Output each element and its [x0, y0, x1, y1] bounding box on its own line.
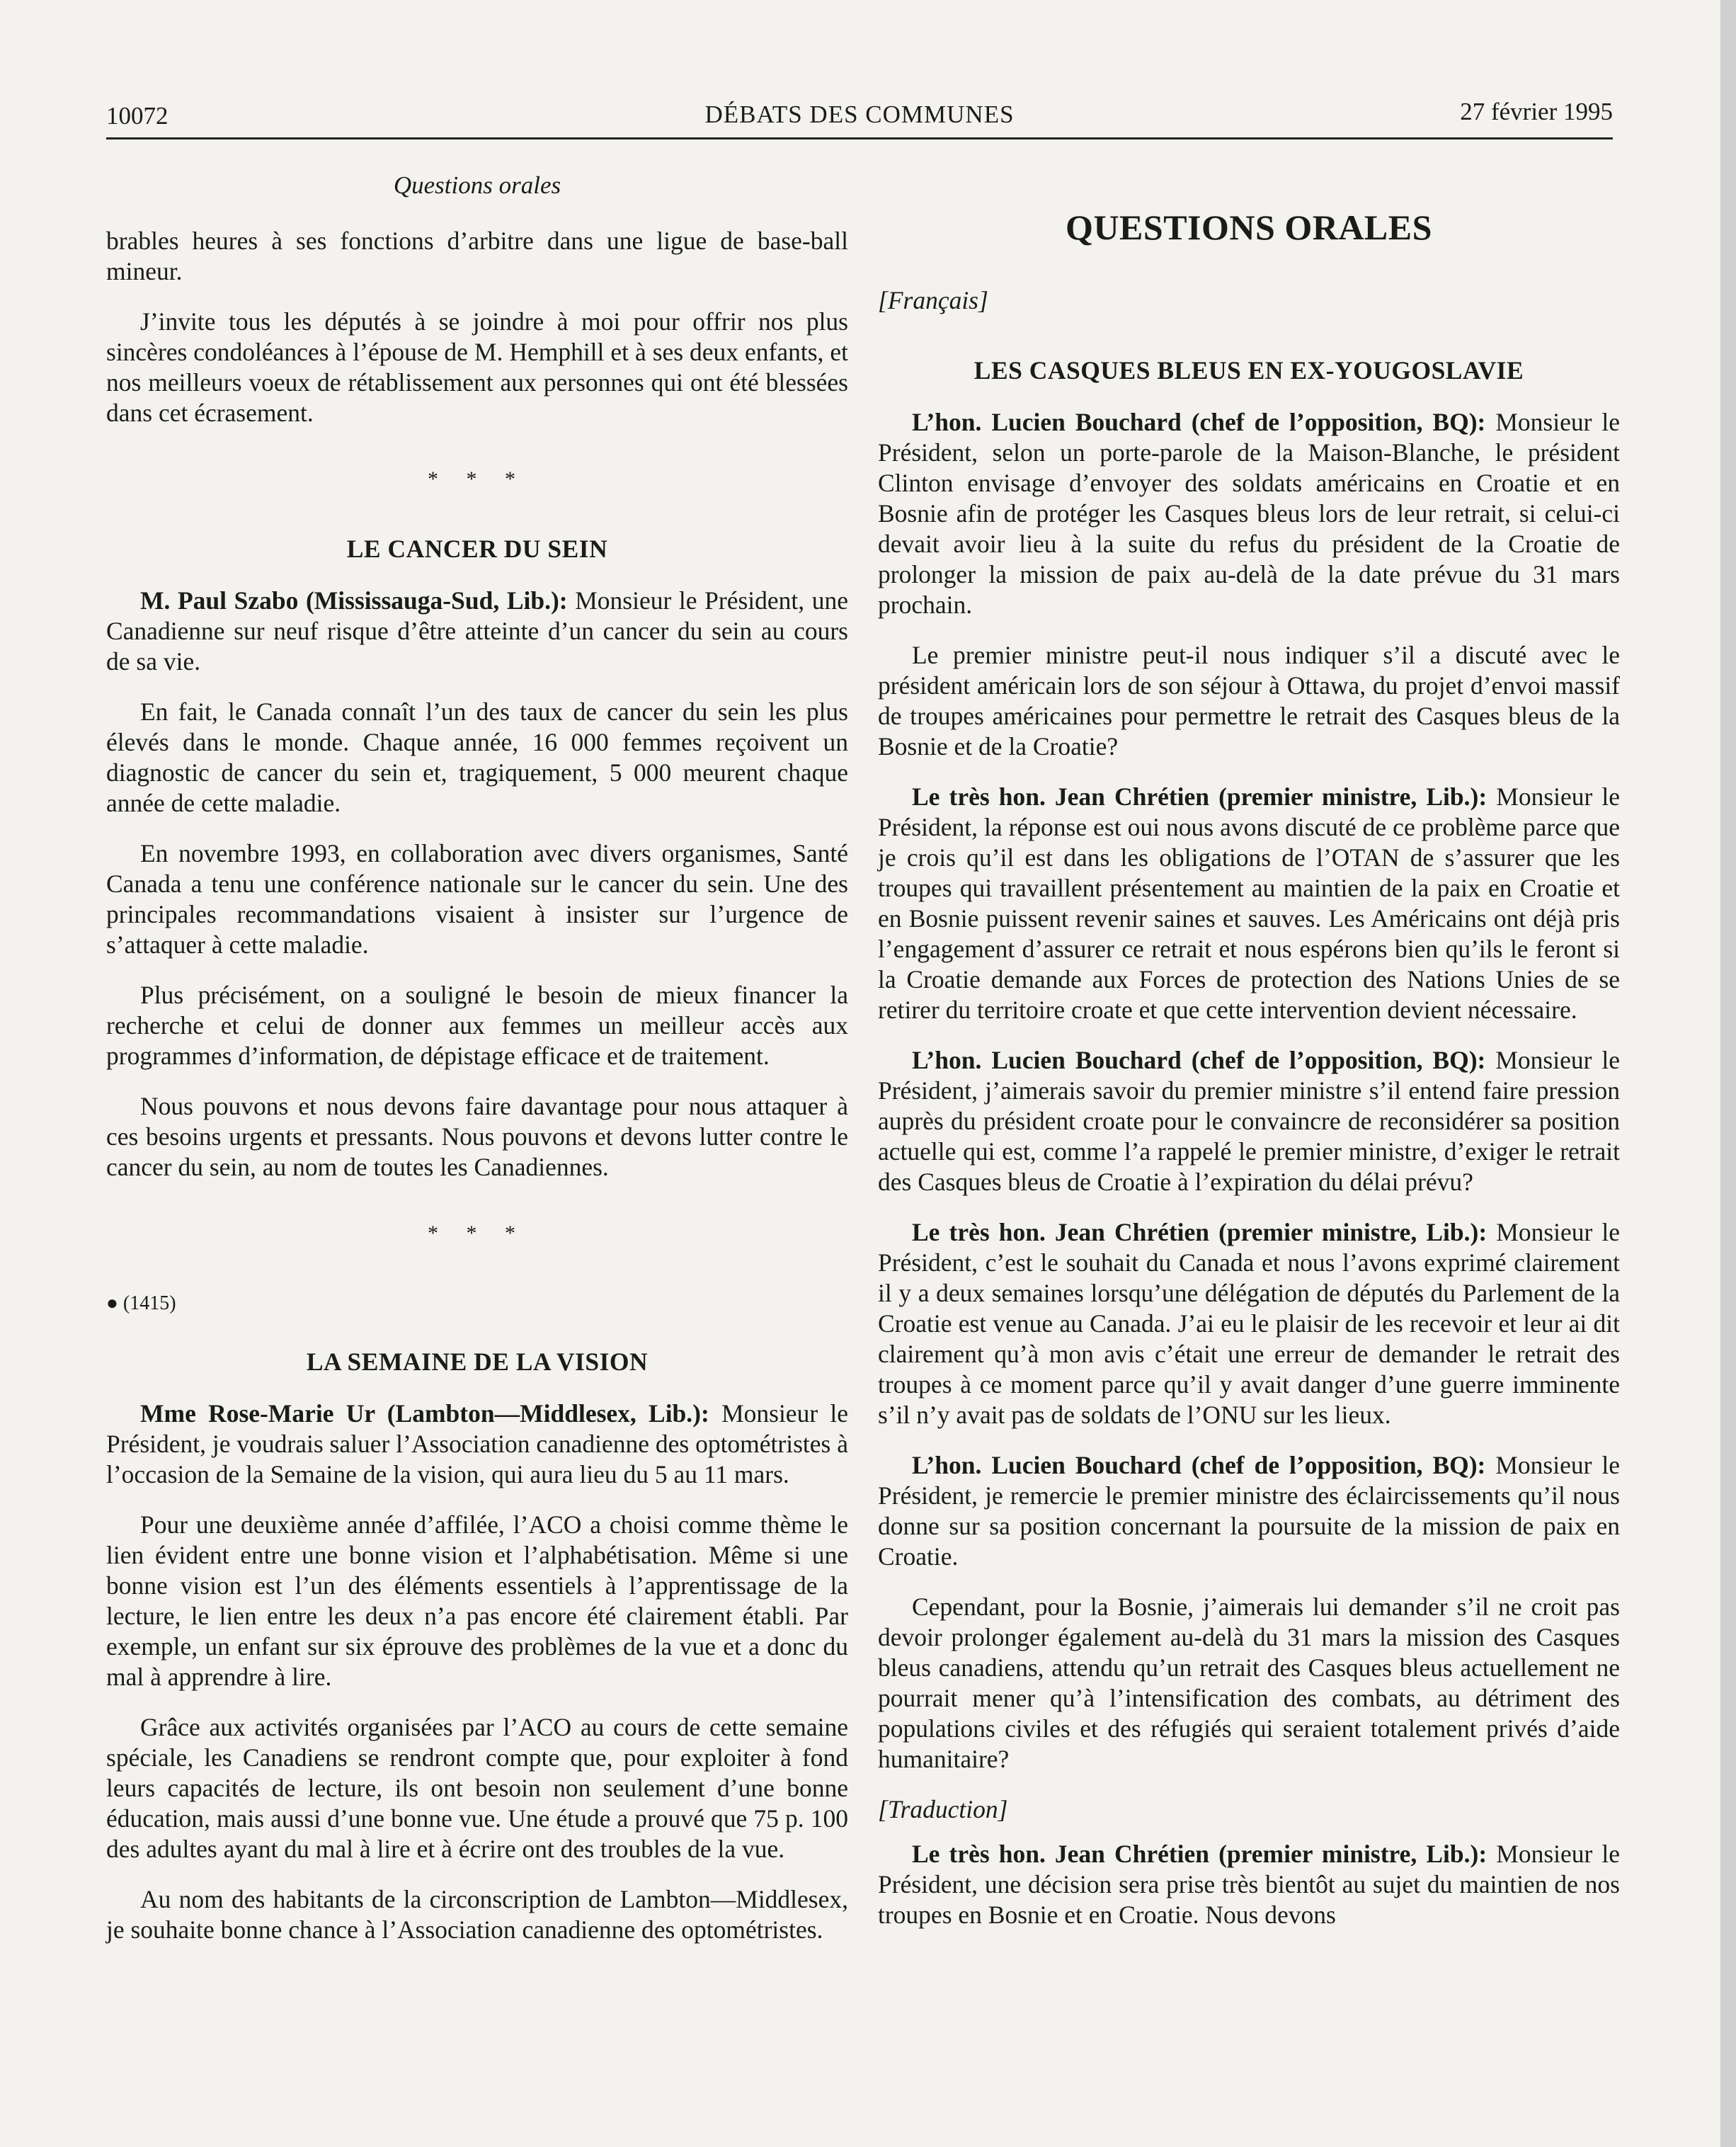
- timestamp: [106, 1288, 848, 1319]
- speech-paragraph: [878, 1217, 1620, 1430]
- section-separator: * * *: [428, 467, 527, 491]
- speech-text: Monsieur le Président, je voudrais saluer l’Association canadienne des optométristes à l’occasion de la Semaine de la vision, qui aura lieu du 5 au 11 mars.: [106, 1399, 848, 1488]
- paragraph: En fait, le Canada connaît l’un des taux de cancer du sein les plus élevés dans le monde. Chaque année, 16 000 femmes reçoivent un diagnostic de cancer du sein et, tragiquement, 5 000 meurent chaque année de cette maladie.: [106, 697, 848, 817]
- paragraph: J’invite tous les députés à se joindre à moi pour offrir nos plus sincères condoléances à l’épouse de M. Hemphill et à ses deux enfants, et nos meilleurs voeux de rétablissement aux personnes qui ont été blessées dans cet écrasement.: [106, 307, 848, 427]
- paragraph: Au nom des habitants de la circonscription de Lambton—Middlesex, je souhaite bonne chance à l’Association canadienne des optométristes.: [106, 1885, 848, 1944]
- language-note: [Traduction]: [878, 1795, 1008, 1823]
- publication-title: DÉBATS DES COMMUNES: [704, 101, 1015, 128]
- section-heading-vision: LA SEMAINE DE LA VISION: [306, 1348, 649, 1376]
- paragraph: brables heures à ses fonctions d’arbitre dans une ligue de base-ball mineur.: [106, 227, 848, 285]
- speaker-name: L’hon. Lucien Bouchard (chef de l’opposition, BQ):: [912, 1451, 1486, 1479]
- speaker-name: Le très hon. Jean Chrétien (premier ministre, Lib.):: [912, 1840, 1487, 1868]
- speaker-name: M. Paul Szabo (Mississauga-Sud, Lib.):: [140, 586, 568, 615]
- paragraph: Le premier ministre peut-il nous indiquer s’il a discuté avec le président américain lors de son séjour à Ottawa, du projet d’envoi massif de troupes américaines pour permettre le retrait des Casques bleus de la Bosnie et de la Croatie?: [878, 641, 1620, 761]
- left-column: [106, 170, 848, 1965]
- page-number: 10072: [106, 102, 169, 130]
- speech-paragraph: [878, 1839, 1620, 1930]
- speaker-name: Le très hon. Jean Chrétien (premier ministre, Lib.):: [912, 782, 1487, 811]
- page-header: [106, 98, 1613, 139]
- speech-paragraph: [878, 1450, 1620, 1572]
- speech-paragraph: [106, 1399, 848, 1490]
- running-head: Questions orales: [393, 171, 561, 199]
- speech-paragraph: [878, 407, 1620, 620]
- speaker-name: Mme Rose-Marie Ur (Lambton—Middlesex, Lib.):: [140, 1399, 709, 1428]
- speech-text: Monsieur le Président, une Canadienne sur neuf risque d’être atteinte d’un cancer du sein au cours de sa vie.: [106, 586, 848, 676]
- speech-text: Monsieur le Président, je remercie le premier ministre des éclaircissements qu’il nous donne sur sa position concernant la poursuite de la mission de paix en Croatie.: [878, 1451, 1620, 1571]
- section-separator: * * *: [428, 1221, 527, 1245]
- speech-paragraph: [878, 1045, 1620, 1197]
- publication-date: 27 février 1995: [1460, 98, 1613, 125]
- speech-text: Monsieur le Président, la réponse est oui nous avons discuté de ce problème parce que je crois qu’il est dans les obligations de l’OTAN de s’assurer que les troupes qui travaillent présentement au maintien de la paix en Croatie et en Bosnie puissent revenir saines et sauves. Les Américains ont déjà pris l’engagement d’assurer ce retrait et nous espérons bien qu’ils le feront si la Croatie demande aux Forces de protection des Nations Unies de se retirer du territoire croate et que cette intervention devient nécessaire.: [878, 782, 1621, 1024]
- speech-text: Monsieur le Président, une décision sera prise très bientôt au sujet du maintien de nos troupes en Bosnie et en Croatie. Nous devons: [878, 1840, 1621, 1929]
- scan-edge: [1720, 0, 1736, 2147]
- speech-text: Monsieur le Président, j’aimerais savoir du premier ministre s’il entend faire pression auprès du président croate pour le convaincre de reconsidérer sa position actuelle qui est, comme l’a rappelé le premier ministre, d’exiger le retrait des Casques bleus de Croatie à l’expiration du délai prévu?: [878, 1046, 1620, 1196]
- timestamp-value: (1415): [122, 1292, 176, 1314]
- paragraph: Pour une deuxième année d’affilée, l’ACO a choisi comme thème le lien évident entre une bonne vision et l’alphabétisation. Même si une bonne vision est l’un des éléments essentiels à l’apprentissage de la lecture, le lien entre les deux n’a pas encore été clairement établi. Par exemple, un enfant sur six éprouve des problèmes de la vue et a donc du mal à apprendre à lire.: [106, 1510, 848, 1691]
- speech-paragraph: [878, 782, 1620, 1025]
- bullet-icon: ●: [106, 1292, 118, 1314]
- main-section-heading: QUESTIONS ORALES: [1066, 207, 1432, 247]
- section-heading-casques: LES CASQUES BLEUS EN EX-YOUGOSLAVIE: [973, 356, 1524, 385]
- speaker-name: Le très hon. Jean Chrétien (premier ministre, Lib.):: [912, 1218, 1487, 1246]
- paragraph: Nous pouvons et nous devons faire davantage pour nous attaquer à ces besoins urgents et pressants. Nous pouvons et devons lutter contre le cancer du sein, au nom de toutes les Canadiennes.: [106, 1092, 848, 1181]
- paragraph: En novembre 1993, en collaboration avec divers organismes, Santé Canada a tenu une conférence nationale sur le cancer du sein. Une des principales recommandations visaient à insister sur l’urgence de s’attaquer à cette maladie.: [106, 839, 848, 959]
- speaker-name: L’hon. Lucien Bouchard (chef de l’opposition, BQ):: [912, 408, 1486, 436]
- speech-text: Monsieur le Président, c’est le souhait du Canada et nous l’avons exprimé clairement il y a deux semaines lorsqu’une délégation de députés du Parlement de la Croatie est venue au Canada. J’ai eu le plaisir de les recevoir et leur ai dit clairement qu’à mon avis c’était une erreur de demander le retrait des troupes à ce moment parce qu’il y avait danger d’une guerre imminente s’il n’y avait pas de soldats de l’ONU sur les lieux.: [878, 1218, 1621, 1429]
- right-column: [878, 170, 1620, 1950]
- section-heading-cancer: LE CANCER DU SEIN: [346, 535, 608, 563]
- paragraph: Grâce aux activités organisées par l’ACO au cours de cette semaine spéciale, les Canadiens se rendront compte que, pour exploiter à fond leurs capacités de lecture, ils ont besoin non seulement d’une bonne éducation, mais aussi d’une bonne vue. Une étude a prouvé que 75 p. 100 des adultes ayant du mal à lire et à écrire ont des troubles de la vue.: [106, 1713, 848, 1863]
- paragraph: Plus précisément, on a souligné le besoin de mieux financer la recherche et celui de donner aux femmes un meilleur accès aux programmes d’information, de dépistage efficace et de traitement.: [106, 981, 848, 1070]
- paragraph: Cependant, pour la Bosnie, j’aimerais lui demander s’il ne croit pas devoir prolonger également au-delà du 31 mars la mission des Casques bleus canadiens, attendu qu’un retrait des Casques bleus actuellement ne pourrait mener qu’à l’intensification des combats, au détriment des populations civiles et des réfugiés qui seraient totalement privés d’aide humanitaire?: [878, 1593, 1620, 1773]
- speech-text: Monsieur le Président, selon un porte-parole de la Maison-Blanche, le président Clinton envisage d’envoyer des soldats américains en Croatie et en Bosnie afin de protéger les Casques bleus lors de leur retrait, si celui-ci devait avoir lieu à la suite du refus du président de la Croatie de prolonger la mission de paix au-delà de la date prévue du 31 mars prochain.: [878, 408, 1620, 619]
- language-note: [Français]: [878, 286, 988, 314]
- speech-paragraph: [106, 586, 848, 677]
- speaker-name: L’hon. Lucien Bouchard (chef de l’opposition, BQ):: [912, 1046, 1486, 1074]
